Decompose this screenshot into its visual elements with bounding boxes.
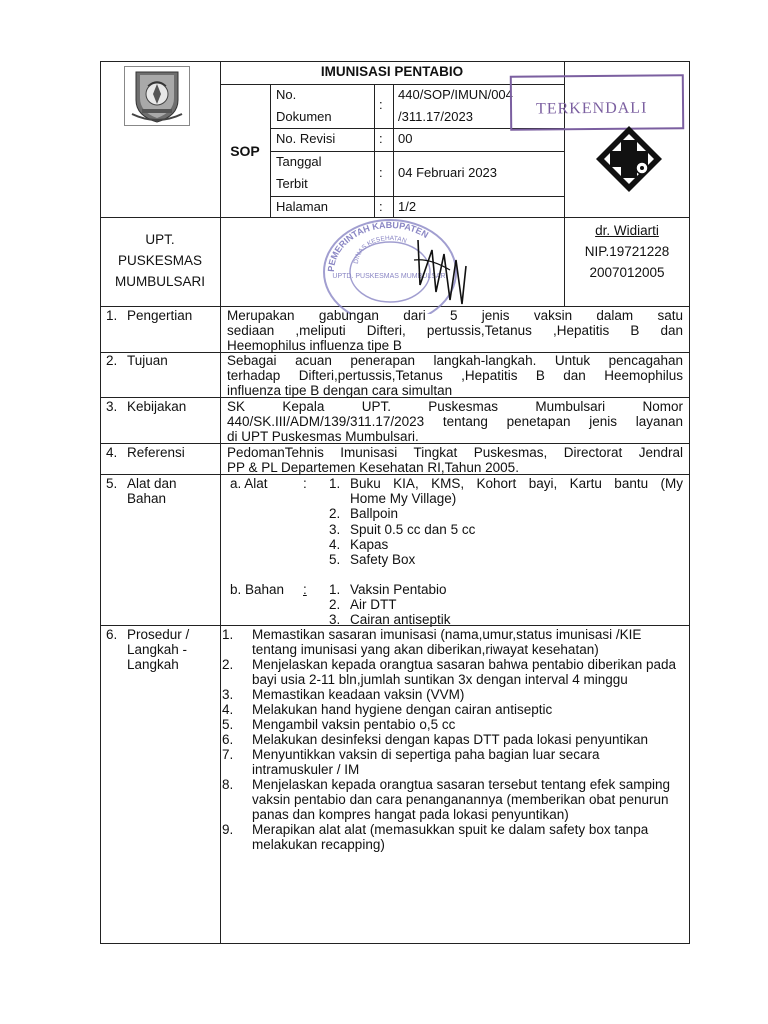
doc-number-colon: : bbox=[379, 97, 383, 112]
alat-label: a. Alat bbox=[230, 476, 268, 491]
list-item: 1. Vaksin Pentabio bbox=[329, 582, 447, 597]
section-number: 4. bbox=[106, 445, 118, 460]
procedure-step: 2. Menjelaskan kepada orangtua sasaran bahwa pentabio diberikan pada bayi usia 2-11 bln,jumlah suntikan 3x dengan interval 4 minggu bbox=[222, 657, 677, 687]
bahan-list bbox=[329, 582, 683, 628]
section-number: 1. bbox=[106, 308, 118, 323]
section-number: 2. bbox=[106, 353, 118, 368]
procedure-step: 5. Mengambil vaksin pentabio o,5 cc bbox=[222, 717, 456, 732]
signer-block bbox=[565, 220, 689, 283]
section-title: Pengertian bbox=[127, 308, 193, 323]
controlled-stamp-text: TERKENDALI bbox=[535, 99, 648, 118]
procedure-step: 9. Merapikan alat alat (memasukkan spuit ke dalam safety box tanpa melakukan recapping) bbox=[222, 822, 649, 852]
signer-nip-1: NIP.19721228 bbox=[584, 244, 670, 259]
section-title: Kebijakan bbox=[127, 399, 187, 414]
section-number: 5. bbox=[106, 476, 118, 491]
section-content: SK Kepala UPT. Puskesmas Mumbulsari Nomor 440/SK.III/ADM/139/311.17/2023 tentang penetapan jenis layanan di UPT Puskesmas Mumbulsari. bbox=[227, 399, 683, 444]
svg-text:DINAS KESEHATAN bbox=[353, 235, 408, 264]
section-title: Tujuan bbox=[127, 353, 168, 368]
list-item: 2. Air DTT bbox=[329, 597, 397, 613]
section-number: 3. bbox=[106, 399, 118, 414]
procedure-steps bbox=[222, 627, 680, 852]
section-title: Prosedur / Langkah - Langkah bbox=[127, 627, 190, 672]
district-emblem-logo bbox=[124, 66, 190, 126]
revision-label: No. Revisi bbox=[276, 131, 336, 146]
seal-inner-text: DINAS KESEHATAN bbox=[352, 234, 408, 265]
signer-nip-2: 2007012005 bbox=[589, 265, 665, 280]
list-item: 1. Buku KIA, KMS, Kohort bayi, Kartu bantu (My Home My Village) bbox=[329, 476, 683, 507]
document-title: IMUNISASI PENTABIO bbox=[320, 64, 464, 79]
bahan-colon: : bbox=[303, 582, 307, 597]
page-label: Halaman bbox=[276, 199, 329, 214]
signature bbox=[410, 230, 480, 310]
section-content: PedomanTehnis Imunisasi Tingkat Puskesmas, Directorat Jendral PP & PL Departemen Kesehatan RI,Tahun 2005. bbox=[227, 445, 683, 475]
doc-number-value: 440/SOP/IMUN/004 /311.17/2023 bbox=[398, 87, 513, 124]
bahan-label: b. Bahan bbox=[230, 582, 285, 597]
alat-list bbox=[329, 476, 683, 567]
controlled-stamp bbox=[510, 74, 684, 131]
issue-date-colon: : bbox=[379, 165, 383, 180]
page-value: 1/2 bbox=[398, 199, 417, 214]
section-content: Sebagai acuan penerapan langkah-langkah. Untuk pencagahan terhadap Difteri,pertussis,Tetanus ,Hepatitis B dan Heemophilus influenza tipe B dengan cara simultan bbox=[227, 353, 683, 398]
sop-label: SOP bbox=[230, 143, 260, 159]
list-item: 4. Kapas bbox=[329, 536, 389, 552]
procedure-step: 4. Melakukan hand hygiene dengan cairan antiseptic bbox=[222, 702, 553, 717]
section-content: Merupakan gabungan dari 5 jenis vaksin dalam satu sediaan ,meliputi Difteri, pertussis,Tetanus ,Hepatitis B dan Heemophilus influenza tipe B bbox=[227, 308, 683, 353]
page-colon: : bbox=[379, 199, 383, 214]
procedure-step: 7. Menyuntikkan vaksin di sepertiga paha bagian luar secara intramuskuler / IM bbox=[222, 747, 600, 777]
alat-colon: : bbox=[303, 476, 307, 491]
organization-name: UPT. PUSKESMAS MUMBULSARI bbox=[114, 232, 205, 289]
list-item: 2. Ballpoin bbox=[329, 506, 399, 522]
procedure-step: 1. Memastikan sasaran imunisasi (nama,umur,status imunisasi /KIE tentang imunisasi yang akan diberikan,riwayat kesehatan) bbox=[222, 627, 642, 657]
revision-colon: : bbox=[379, 131, 383, 146]
list-item: 3. Cairan antiseptik bbox=[329, 612, 451, 628]
revision-value: 00 bbox=[398, 131, 413, 146]
issue-date-value: 04 Februari 2023 bbox=[398, 165, 498, 180]
list-item: 3. Spuit 0.5 cc dan 5 cc bbox=[329, 521, 476, 537]
issue-date-label: Tanggal Terbit bbox=[276, 154, 322, 191]
section-number: 6. bbox=[106, 627, 118, 642]
puskesmas-logo bbox=[594, 124, 664, 194]
procedure-step: 8. Menjelaskan kepada orangtua sasaran tersebut tentang efek samping vaksin pentabio dan cara penanganannya (memberikan obat penurun panas dan kompres hangat pada lokasi penyuntikan) bbox=[222, 777, 671, 822]
procedure-step: 6. Melakukan desinfeksi dengan kapas DTT pada lokasi penyuntikan bbox=[222, 732, 648, 747]
list-item: 5. Safety Box bbox=[329, 552, 416, 568]
seal-center-text: UPTD. PUSKESMAS MUMBULSARI bbox=[332, 273, 448, 280]
doc-number-label: No. Dokumen bbox=[276, 87, 332, 124]
section-title: Alat dan Bahan bbox=[127, 476, 177, 506]
seal-outer-text: PEMERINTAH KABUPATEN bbox=[325, 219, 431, 273]
procedure-step: 3. Memastikan keadaan vaksin (VVM) bbox=[222, 687, 465, 702]
section-title: Referensi bbox=[127, 445, 185, 460]
signer-name: dr. Widiarti bbox=[595, 223, 659, 238]
